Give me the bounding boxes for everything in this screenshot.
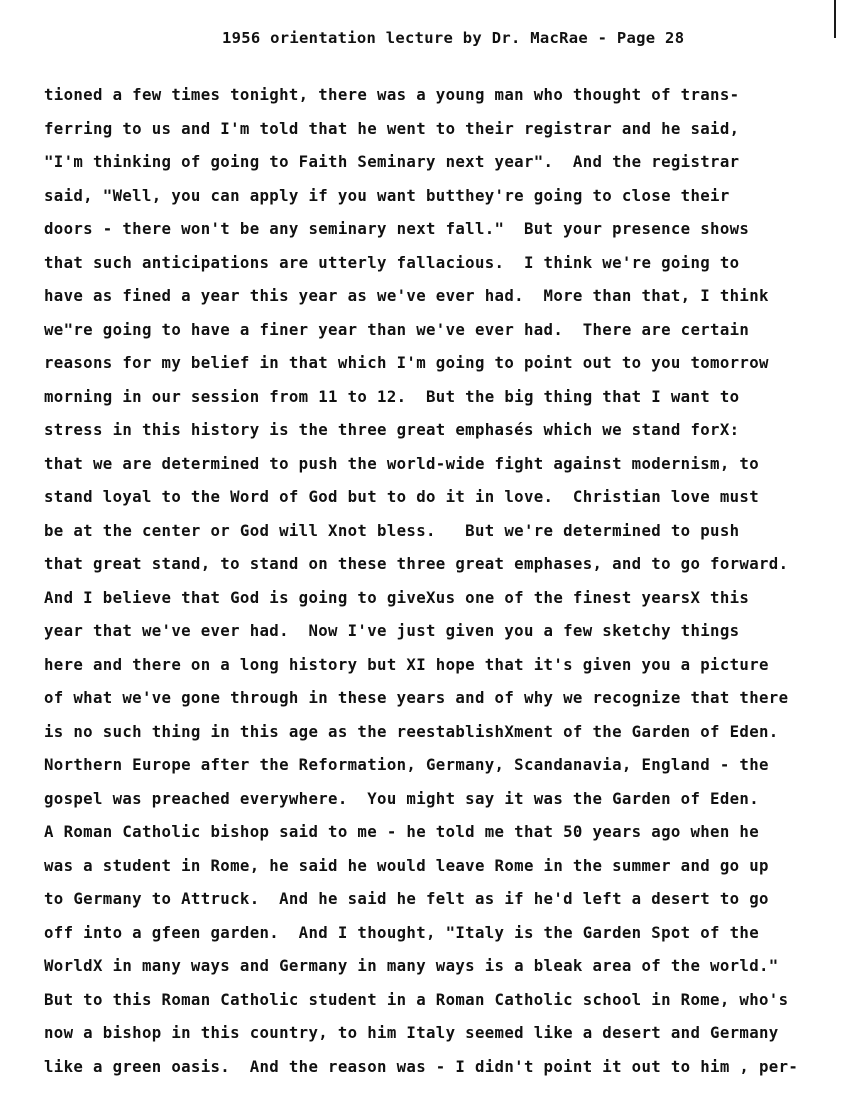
text-line-16: And I believe that God is going to giveXus one of the finest yearsX this xyxy=(44,587,750,607)
text-line-11: stress in this history is the three great emphasés which we stand forX: xyxy=(44,420,740,439)
text-line-23: A Roman Catholic bishop said to me - he told me that 50 years ago when he xyxy=(44,822,760,841)
text-line-22: gospel was preached everywhere. You might say it was the Garden of Eden. xyxy=(44,788,760,808)
body-text xyxy=(44,78,834,1083)
text-line-5: doors - there won't be any seminary next fall." But your presence shows xyxy=(44,219,750,238)
text-line-24: was a student in Rome, he said he would leave Rome in the summer and go up xyxy=(44,855,769,875)
text-line-2: ferring to us and I'm told that he went to their registrar and he said, xyxy=(44,118,740,138)
text-line-30: like a green oasis. And the reason was - I didn't point it out to him , per- xyxy=(44,1056,799,1076)
text-line-13: stand loyal to the Word of God but to do it in love. Christian love must xyxy=(44,487,760,506)
text-line-7: have as fined a year this year as we've ever had. More than that, I think xyxy=(44,286,769,305)
text-line-25: to Germany to Attruck. And he said he felt as if he'd left a desert to go xyxy=(44,889,769,908)
page-header: 1956 orientation lecture by Dr. MacRae - Page 28 xyxy=(222,29,685,47)
text-line-1: tioned a few times tonight, there was a young man who thought of trans- xyxy=(44,85,740,104)
text-line-6: that such anticipations are utterly fallacious. I think we're going to xyxy=(44,252,740,272)
page-edge-mark xyxy=(834,0,836,38)
text-line-19: of what we've gone through in these years and of why we recognize that there xyxy=(44,688,789,707)
text-line-29: now a bishop in this country, to him Italy seemed like a desert and Germany xyxy=(44,1023,779,1042)
text-line-9: reasons for my belief in that which I'm going to point out to you tomorrow xyxy=(44,353,769,372)
text-line-21: Northern Europe after the Reformation, Germany, Scandanavia, England - the xyxy=(44,755,769,774)
text-line-28: But to this Roman Catholic student in a Roman Catholic school in Rome, who's xyxy=(44,989,789,1009)
text-line-27: WorldX in many ways and Germany in many ways is a bleak area of the world." xyxy=(44,956,779,975)
text-line-18: here and there on a long history but XI hope that it's given you a picture xyxy=(44,654,769,674)
text-line-26: off into a gfeen garden. And I thought, "Italy is the Garden Spot of the xyxy=(44,922,760,942)
text-line-14: be at the center or God will Xnot bless. But we're determined to push xyxy=(44,520,740,540)
text-line-17: year that we've ever had. Now I've just given you a few sketchy things xyxy=(44,621,740,640)
text-line-20: is no such thing in this age as the reestablishXment of the Garden of Eden. xyxy=(44,721,779,741)
text-line-12: that we are determined to push the world-wide fight against modernism, to xyxy=(44,453,760,473)
text-line-4: said, "Well, you can apply if you want butthey're going to close their xyxy=(44,185,730,205)
text-line-8: we"re going to have a finer year than we've ever had. There are certain xyxy=(44,319,750,339)
text-line-15: that great stand, to stand on these three great emphases, and to go forward. xyxy=(44,554,789,573)
text-line-3: "I'm thinking of going to Faith Seminary next year". And the registrar xyxy=(44,152,740,171)
text-line-10: morning in our session from 11 to 12. But the big thing that I want to xyxy=(44,386,740,406)
